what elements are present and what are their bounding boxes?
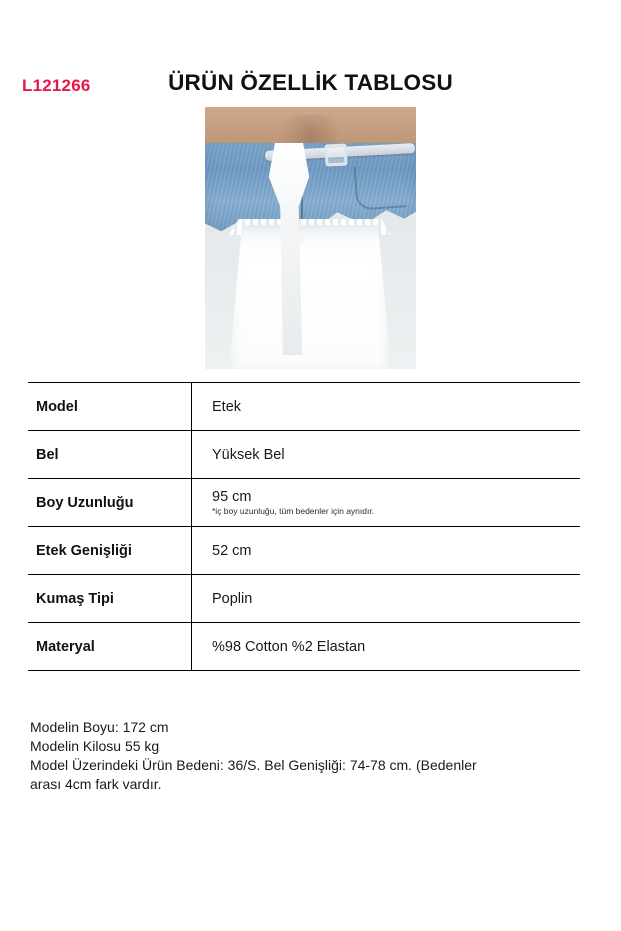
spec-value	[192, 383, 581, 431]
product-photo	[205, 107, 416, 369]
spec-label: Boy Uzunluğu	[28, 479, 192, 527]
model-size-note-line2: arası 4cm fark vardır.	[30, 776, 162, 792]
product-photo-image	[205, 107, 416, 369]
spec-value-text: %98 Cotton %2 Elastan	[212, 638, 366, 655]
spec-value	[192, 527, 581, 575]
model-size-note-line1: Model Üzerindeki Ürün Bedeni: 36/S. Bel Genişliği: 74-78 cm. (Bedenler	[30, 757, 477, 773]
spec-label: Kumaş Tipi	[28, 575, 192, 623]
spec-label: Bel	[28, 431, 192, 479]
spec-value	[192, 623, 581, 671]
spec-value	[192, 479, 581, 527]
spec-value	[192, 431, 581, 479]
spec-value-text: Yüksek Bel	[212, 446, 285, 463]
spec-value-text: 95 cm	[212, 489, 252, 505]
table-row	[28, 383, 580, 431]
spec-value-text: 52 cm	[212, 542, 252, 559]
spec-label: Materyal	[28, 623, 192, 671]
spec-label: Etek Genişliği	[28, 527, 192, 575]
belt-buckle-icon	[324, 143, 347, 166]
model-weight-note: Modelin Kilosu 55 kg	[30, 738, 160, 754]
white-underskirt	[229, 225, 391, 369]
table-row	[28, 623, 580, 671]
model-height-note: Modelin Boyu: 172 cm	[30, 719, 169, 735]
table-row	[28, 431, 580, 479]
specification-table	[28, 382, 580, 671]
spec-value-text: Etek	[212, 398, 242, 415]
spec-value	[192, 575, 581, 623]
table-row	[28, 575, 580, 623]
product-sku: L121266	[22, 76, 91, 95]
page-header	[0, 0, 621, 95]
spec-value-text: Poplin	[212, 590, 253, 607]
table-row	[28, 527, 580, 575]
model-notes	[30, 718, 590, 794]
table-row	[28, 479, 580, 527]
spec-value-note: *iç boy uzunluğu, tüm bedenler için aynıdır.	[212, 506, 375, 516]
spec-label: Model	[28, 383, 192, 431]
page-title: ÜRÜN ÖZELLİK TABLOSU	[168, 70, 453, 95]
denim-pocket	[354, 163, 407, 210]
